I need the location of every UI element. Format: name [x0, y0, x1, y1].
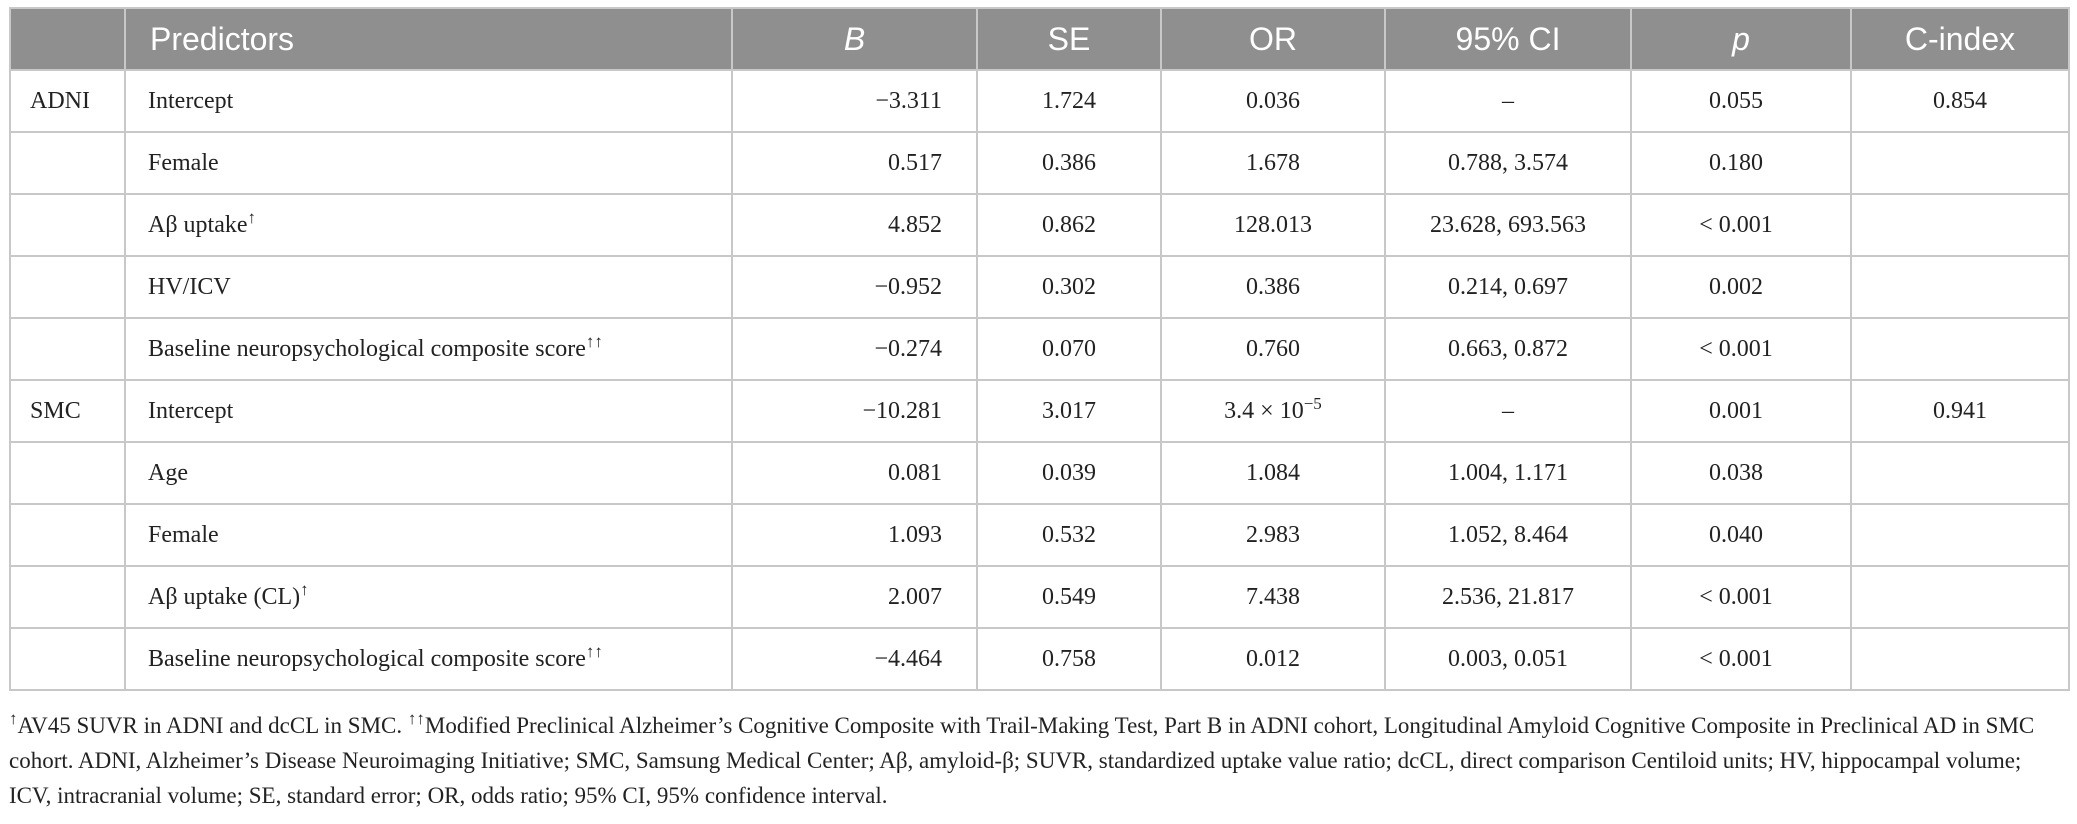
predictor-cell-superscript: ↑↑: [585, 641, 603, 661]
se-cell: [977, 194, 1161, 256]
b-cell-text: 2.007: [888, 583, 942, 610]
or-cell-text: 7.438: [1246, 583, 1300, 610]
or-cell: [1161, 628, 1385, 690]
regression-table: [9, 7, 2070, 691]
se-cell-text: 0.532: [1042, 521, 1096, 548]
header-row: [10, 8, 2069, 70]
p-cell: [1631, 132, 1851, 194]
p-cell: [1631, 256, 1851, 318]
or-cell: [1161, 504, 1385, 566]
b-cell-text: 0.081: [888, 459, 942, 486]
se-cell-text: 3.017: [1042, 397, 1096, 424]
p-cell: [1631, 566, 1851, 628]
header-or: OR: [1161, 8, 1385, 70]
table-body: [10, 70, 2069, 690]
header-c-index: C-index: [1851, 8, 2069, 70]
cohort-cell-text: ADNI: [30, 87, 90, 114]
c-index-cell: [1851, 504, 2069, 566]
header-predictors: Predictors: [125, 8, 732, 70]
b-cell-text: −10.281: [862, 397, 942, 424]
b-cell: [732, 132, 977, 194]
cohort-cell-text: SMC: [30, 397, 81, 424]
ci-cell: [1385, 380, 1631, 442]
predictor-cell: [125, 628, 732, 690]
c-index-cell: [1851, 70, 2069, 132]
predictor-cell: [125, 256, 732, 318]
or-cell-text: 0.386: [1246, 273, 1300, 300]
predictor-cell-superscript: ↑: [247, 207, 257, 227]
or-cell-text: 0.012: [1246, 645, 1300, 672]
p-cell-text: < 0.001: [1699, 211, 1773, 238]
p-cell: [1631, 504, 1851, 566]
predictor-cell-text: Aβ uptake: [148, 211, 248, 238]
or-cell-text: 0.036: [1246, 87, 1300, 114]
predictor-cell-text: Intercept: [148, 397, 234, 424]
b-cell: [732, 70, 977, 132]
p-cell: [1631, 70, 1851, 132]
p-cell-text: < 0.001: [1699, 583, 1773, 610]
ci-cell-text: –: [1502, 87, 1514, 114]
b-cell-text: −0.952: [874, 273, 942, 300]
b-cell: [732, 256, 977, 318]
ci-cell: [1385, 442, 1631, 504]
or-cell-text: 3.4 × 10: [1224, 397, 1304, 424]
cohort-cell: [10, 70, 125, 132]
header-se: SE: [977, 8, 1161, 70]
predictor-cell: [125, 70, 732, 132]
predictor-cell: [125, 132, 732, 194]
se-cell-text: 0.386: [1042, 149, 1096, 176]
or-cell: [1161, 256, 1385, 318]
p-cell-text: < 0.001: [1699, 645, 1773, 672]
p-cell-text: 0.002: [1709, 273, 1763, 300]
predictor-cell-text: Female: [148, 149, 219, 176]
b-cell-text: −0.274: [874, 335, 942, 362]
predictor-cell-text: Baseline neuropsychological composite score: [148, 335, 586, 362]
se-cell-text: 0.070: [1042, 335, 1096, 362]
b-cell-text: −4.464: [874, 645, 942, 672]
c-index-cell: [1851, 256, 2069, 318]
ci-cell: [1385, 132, 1631, 194]
b-cell: [732, 628, 977, 690]
p-cell: [1631, 628, 1851, 690]
footnote-mark-2: ↑↑: [407, 709, 425, 728]
se-cell: [977, 70, 1161, 132]
ci-cell: [1385, 70, 1631, 132]
ci-cell: [1385, 566, 1631, 628]
c-index-cell: [1851, 442, 2069, 504]
b-cell: [732, 504, 977, 566]
b-cell: [732, 442, 977, 504]
p-cell: [1631, 380, 1851, 442]
ci-cell-text: 0.214, 0.697: [1448, 273, 1568, 300]
header-ci: 95% CI: [1385, 8, 1631, 70]
ci-cell-text: 0.003, 0.051: [1448, 645, 1568, 672]
se-cell: [977, 318, 1161, 380]
predictor-cell-superscript: ↑: [300, 579, 309, 599]
b-cell: [732, 318, 977, 380]
c-index-cell-text: 0.941: [1933, 397, 1987, 424]
ci-cell: [1385, 504, 1631, 566]
cohort-cell: [10, 566, 125, 628]
b-cell: [732, 566, 977, 628]
table-row: [10, 566, 2069, 628]
p-cell-text: 0.040: [1709, 521, 1763, 548]
predictor-cell: [125, 380, 732, 442]
or-cell: [1161, 194, 1385, 256]
b-cell-text: 4.852: [888, 211, 942, 238]
predictor-cell: [125, 504, 732, 566]
header-group: [10, 8, 125, 70]
or-cell: [1161, 132, 1385, 194]
b-cell-text: 0.517: [888, 149, 942, 176]
predictor-cell: [125, 442, 732, 504]
or-cell-text: 2.983: [1246, 521, 1300, 548]
se-cell: [977, 256, 1161, 318]
se-cell-text: 0.039: [1042, 459, 1096, 486]
predictor-cell: [125, 566, 732, 628]
se-cell-text: 1.724: [1042, 87, 1096, 114]
se-cell-text: 0.302: [1042, 273, 1096, 300]
se-cell-text: 0.549: [1042, 583, 1096, 610]
ci-cell-text: –: [1502, 397, 1514, 424]
or-cell-text: 1.084: [1246, 459, 1300, 486]
se-cell: [977, 380, 1161, 442]
se-cell-text: 0.862: [1042, 211, 1096, 238]
se-cell: [977, 504, 1161, 566]
se-cell: [977, 132, 1161, 194]
predictor-cell-text: Female: [148, 521, 219, 548]
or-cell-text: 0.760: [1246, 335, 1300, 362]
table-row: [10, 194, 2069, 256]
ci-cell-text: 1.052, 8.464: [1448, 521, 1568, 548]
table-row: [10, 256, 2069, 318]
predictor-cell: [125, 194, 732, 256]
cohort-cell: [10, 194, 125, 256]
table-row: [10, 380, 2069, 442]
ci-cell-text: 2.536, 21.817: [1442, 583, 1574, 610]
ci-cell: [1385, 628, 1631, 690]
c-index-cell: [1851, 380, 2069, 442]
predictor-cell-text: Age: [148, 459, 188, 486]
p-cell: [1631, 442, 1851, 504]
header-b: B: [732, 8, 977, 70]
cohort-cell: [10, 504, 125, 566]
c-index-cell: [1851, 132, 2069, 194]
se-cell-text: 0.758: [1042, 645, 1096, 672]
ci-cell-text: 0.788, 3.574: [1448, 149, 1568, 176]
or-cell-text: 128.013: [1234, 211, 1312, 238]
predictor-cell-text: Aβ uptake (CL): [148, 583, 301, 610]
predictor-cell-superscript: ↑↑: [585, 331, 603, 351]
table-row: [10, 132, 2069, 194]
p-cell-text: 0.055: [1709, 87, 1763, 114]
ci-cell-text: 0.663, 0.872: [1448, 335, 1568, 362]
footnote-text-2: Modified Preclinical Alzheimer’s Cognitive Composite with Trail-Making Test, Part B in ADNI cohort, Longitudinal Amyloid Cognitive Composite in Preclinical AD in SMC cohort. ADNI, Alzheimer’s Disease Neuroimaging Initiative; SMC, Samsung Medical Center; Aβ, amyloid-β; SUVR, standardized uptake value ratio; dcCL, direct comparison Centiloid units; HV, hippocampal volume; ICV, intracranial volume; SE, standard error; OR, odds ratio; 95% CI, 95% confidence interval.: [9, 713, 2035, 808]
p-cell: [1631, 194, 1851, 256]
c-index-cell: [1851, 318, 2069, 380]
footnote-mark-1: ↑: [9, 709, 18, 728]
c-index-cell-text: 0.854: [1933, 87, 1987, 114]
cohort-cell: [10, 256, 125, 318]
cohort-cell: [10, 628, 125, 690]
cohort-cell: [10, 442, 125, 504]
cohort-cell: [10, 380, 125, 442]
predictor-cell-text: Baseline neuropsychological composite score: [148, 645, 586, 672]
ci-cell-text: 23.628, 693.563: [1430, 211, 1586, 238]
or-cell: [1161, 70, 1385, 132]
p-cell-text: 0.038: [1709, 459, 1763, 486]
table-row: [10, 442, 2069, 504]
footnote: [9, 708, 2069, 813]
p-cell-text: 0.180: [1709, 149, 1763, 176]
ci-cell: [1385, 318, 1631, 380]
or-cell-superscript: −5: [1303, 393, 1322, 413]
or-cell: [1161, 318, 1385, 380]
se-cell: [977, 628, 1161, 690]
ci-cell: [1385, 256, 1631, 318]
c-index-cell: [1851, 194, 2069, 256]
table-row: [10, 70, 2069, 132]
predictor-cell: [125, 318, 732, 380]
or-cell: [1161, 566, 1385, 628]
table-row: [10, 504, 2069, 566]
c-index-cell: [1851, 628, 2069, 690]
cohort-cell: [10, 318, 125, 380]
b-cell: [732, 194, 977, 256]
ci-cell-text: 1.004, 1.171: [1448, 459, 1568, 486]
predictor-cell-text: HV/ICV: [148, 273, 231, 300]
p-cell-text: < 0.001: [1699, 335, 1773, 362]
c-index-cell: [1851, 566, 2069, 628]
footnote-text-1: AV45 SUVR in ADNI and dcCL in SMC.: [17, 713, 408, 738]
table-row: [10, 628, 2069, 690]
or-cell: [1161, 442, 1385, 504]
predictor-cell-text: Intercept: [148, 87, 234, 114]
or-cell: [1161, 380, 1385, 442]
or-cell-text: 1.678: [1246, 149, 1300, 176]
table-container: [9, 7, 2068, 691]
cohort-cell: [10, 132, 125, 194]
se-cell: [977, 442, 1161, 504]
header-p: p: [1631, 8, 1851, 70]
b-cell-text: −3.311: [875, 87, 942, 114]
p-cell: [1631, 318, 1851, 380]
b-cell-text: 1.093: [888, 521, 942, 548]
table-row: [10, 318, 2069, 380]
b-cell: [732, 380, 977, 442]
se-cell: [977, 566, 1161, 628]
ci-cell: [1385, 194, 1631, 256]
p-cell-text: 0.001: [1709, 397, 1763, 424]
